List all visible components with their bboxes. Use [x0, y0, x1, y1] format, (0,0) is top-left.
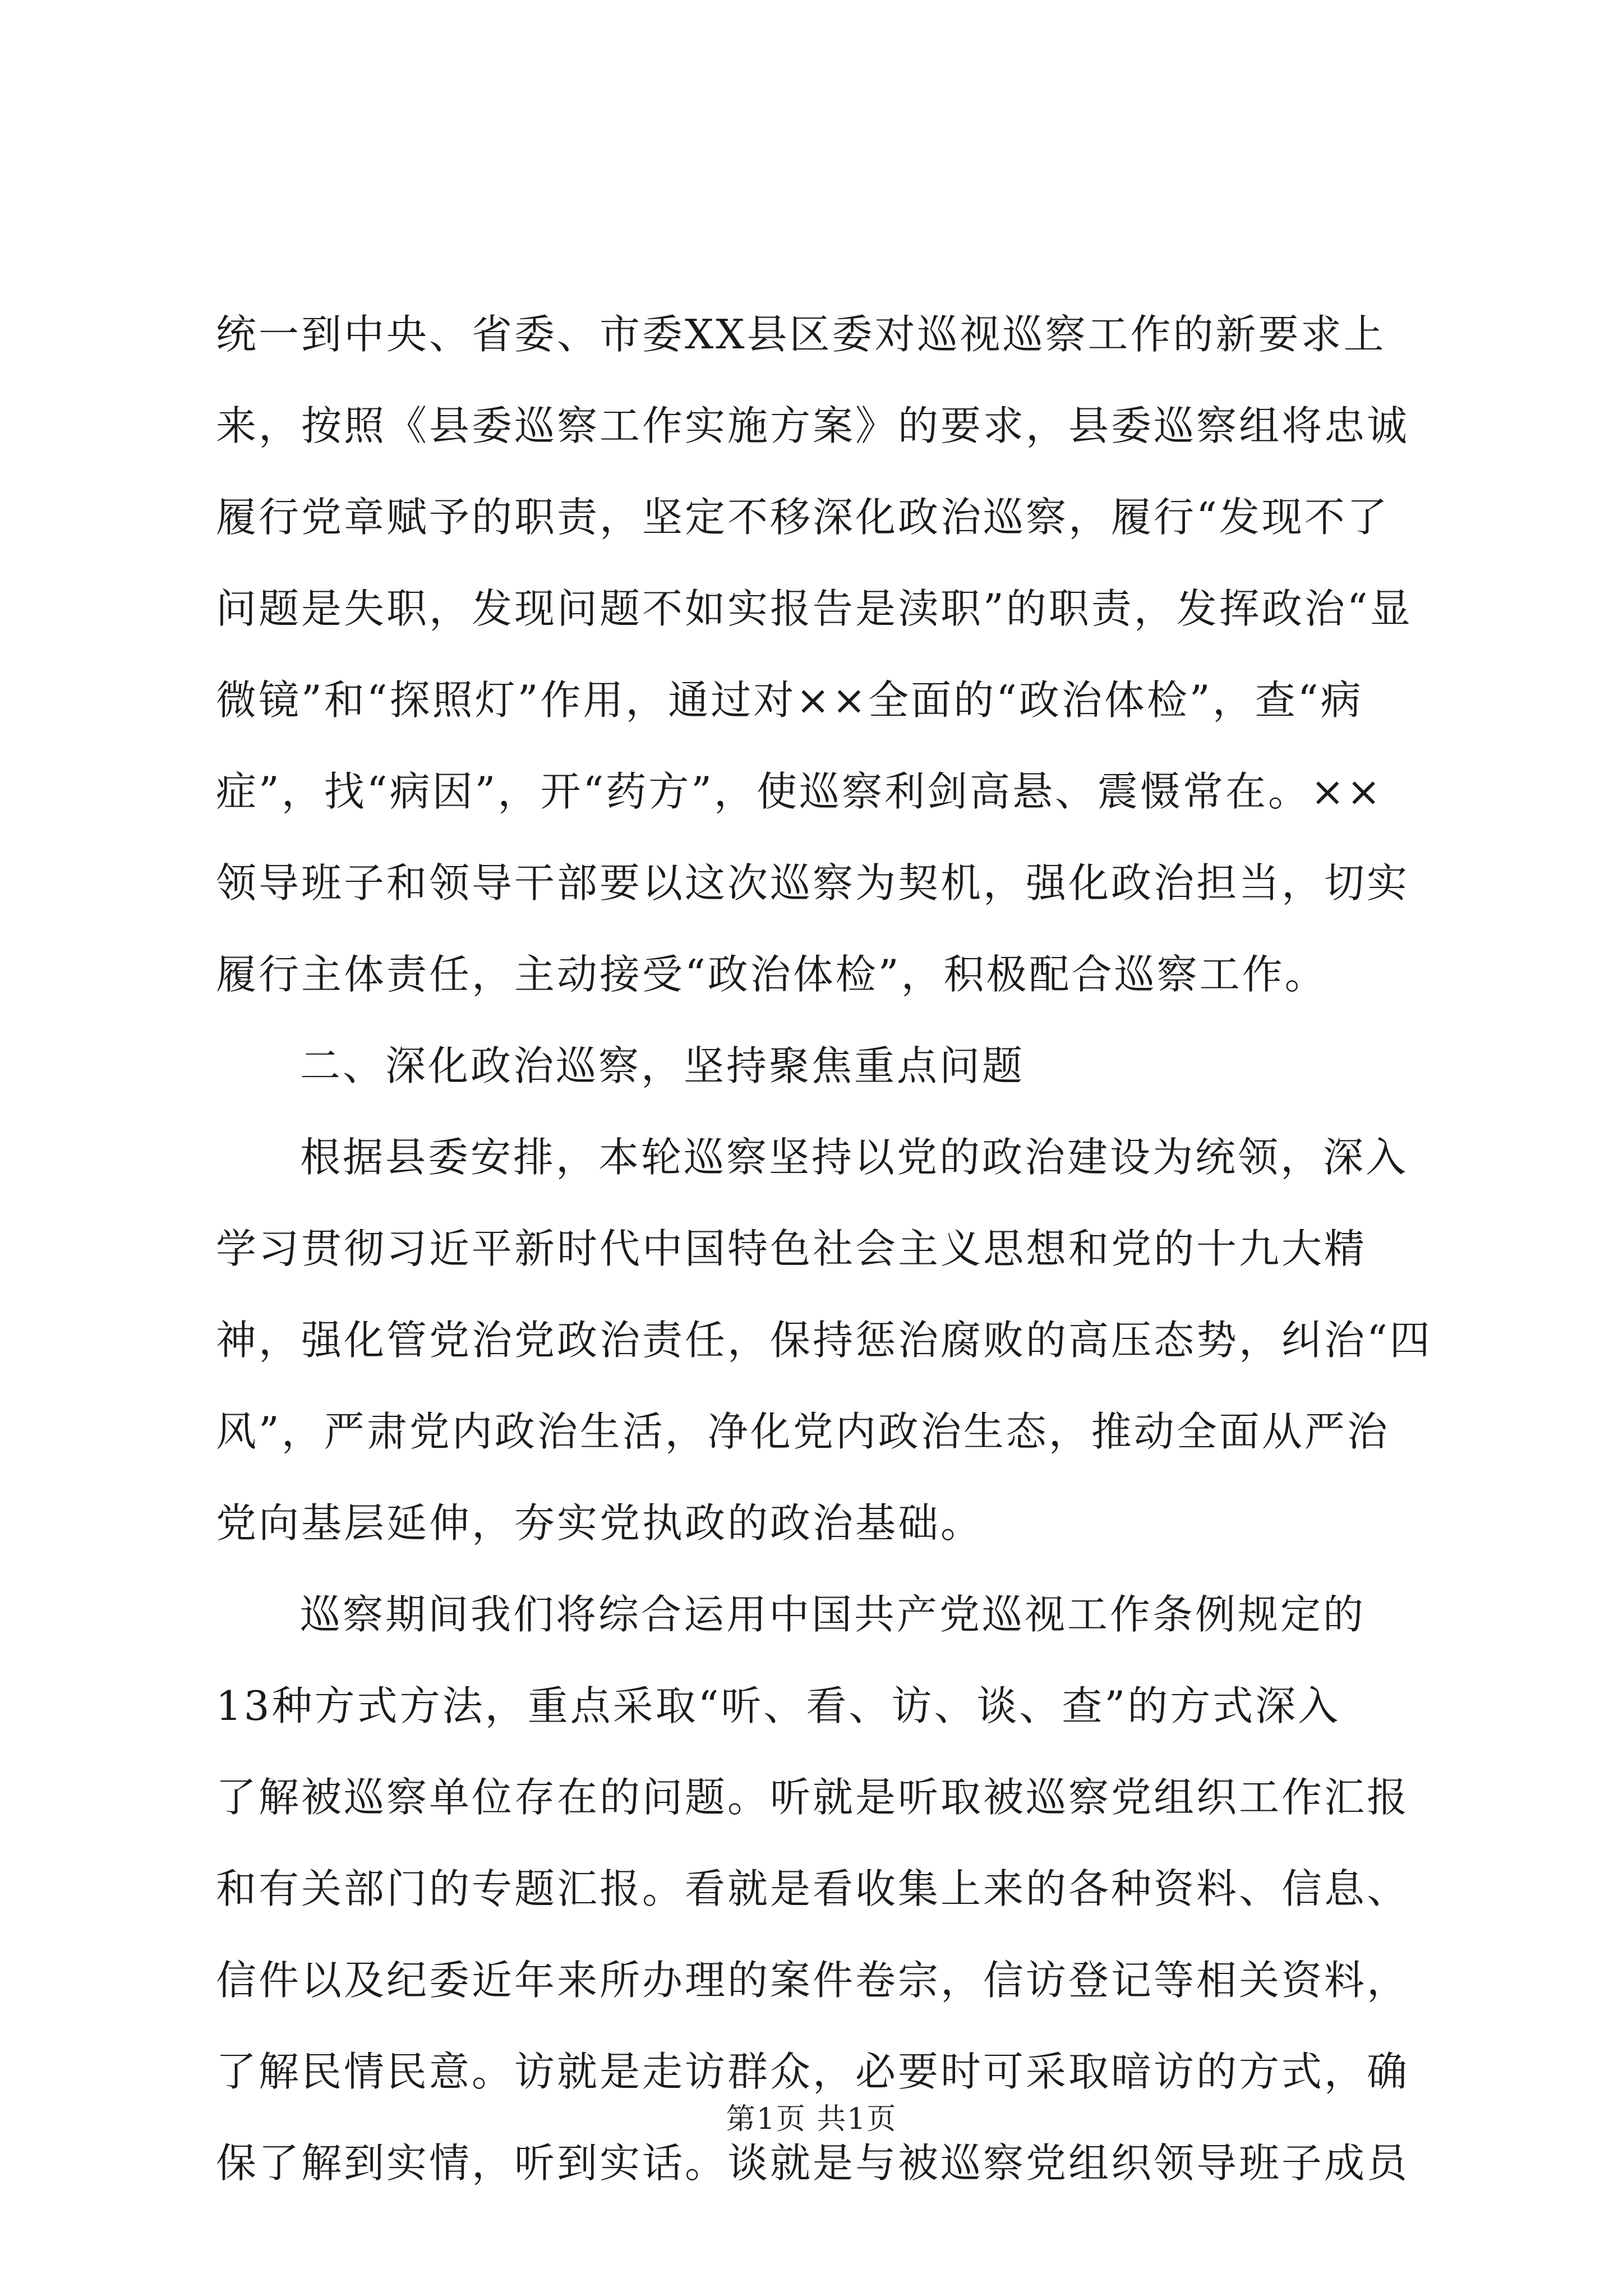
section-heading: 二、深化政治巡察，坚持聚焦重点问题: [300, 1042, 1025, 1089]
text-line: 根据县委安排，本轮巡察坚持以党的政治建设为统领，深入: [300, 1134, 1409, 1181]
text-line: 巡察期间我们将综合运用中国共产党巡视工作条例规定的: [300, 1591, 1366, 1638]
text-line: 履行党章赋予的职责，坚定不移深化政治巡察，履行“发现不了: [216, 494, 1390, 541]
text-line: 了解民情民意。访就是走访群众，必要时可采取暗访的方式，确: [216, 2048, 1410, 2095]
text-line: 症”，找“病因”，开“药方”，使巡察利剑高悬、震慑常在。××: [216, 768, 1383, 815]
text-line: 统一到中央、省委、市委XX县区委对巡视巡察工作的新要求上: [216, 311, 1386, 358]
text-line: 和有关部门的专题汇报。看就是看收集上来的各种资料、信息、: [216, 1865, 1410, 1912]
text-line: 13种方式方法，重点采取“听、看、访、谈、查”的方式深入: [216, 1682, 1341, 1729]
text-line: 领导班子和领导干部要以这次巡察为契机，强化政治担当，切实: [216, 859, 1410, 907]
text-line: 信件以及纪委近年来所办理的案件卷宗，信访登记等相关资料，: [216, 1957, 1410, 2004]
text-line: 风”，严肃党内政治生活，净化党内政治生态，推动全面从严治: [216, 1408, 1390, 1455]
text-line: 微镜”和“探照灯”作用，通过对××全面的“政治体检”，查“病: [216, 677, 1363, 724]
text-line: 保了解到实情，听到实话。谈就是与被巡察党组织领导班子成员: [216, 2139, 1410, 2187]
text-line: 神，强化管党治党政治责任，保持惩治腐败的高压态势，纠治“四: [216, 1317, 1432, 1364]
document-body: [216, 289, 1432, 2209]
text-line: 来，按照《县委巡察工作实施方案》的要求，县委巡察组将忠诚: [216, 402, 1410, 449]
text-line: 学习贯彻习近平新时代中国特色社会主义思想和党的十九大精: [216, 1225, 1367, 1272]
page-footer: [0, 2095, 1623, 2137]
text-line: 问题是失职，发现问题不如实报告是渎职”的职责，发挥政治“显: [216, 585, 1413, 632]
text-line: 履行主体责任，主动接受“政治体检”，积极配合巡察工作。: [216, 951, 1327, 998]
page-number: 第1页 共1页: [726, 2102, 897, 2136]
text-line: 了解被巡察单位存在的问题。听就是听取被巡察党组织工作汇报: [216, 1774, 1410, 1821]
text-line: 党向基层延伸，夯实党执政的政治基础。: [216, 1499, 984, 1547]
